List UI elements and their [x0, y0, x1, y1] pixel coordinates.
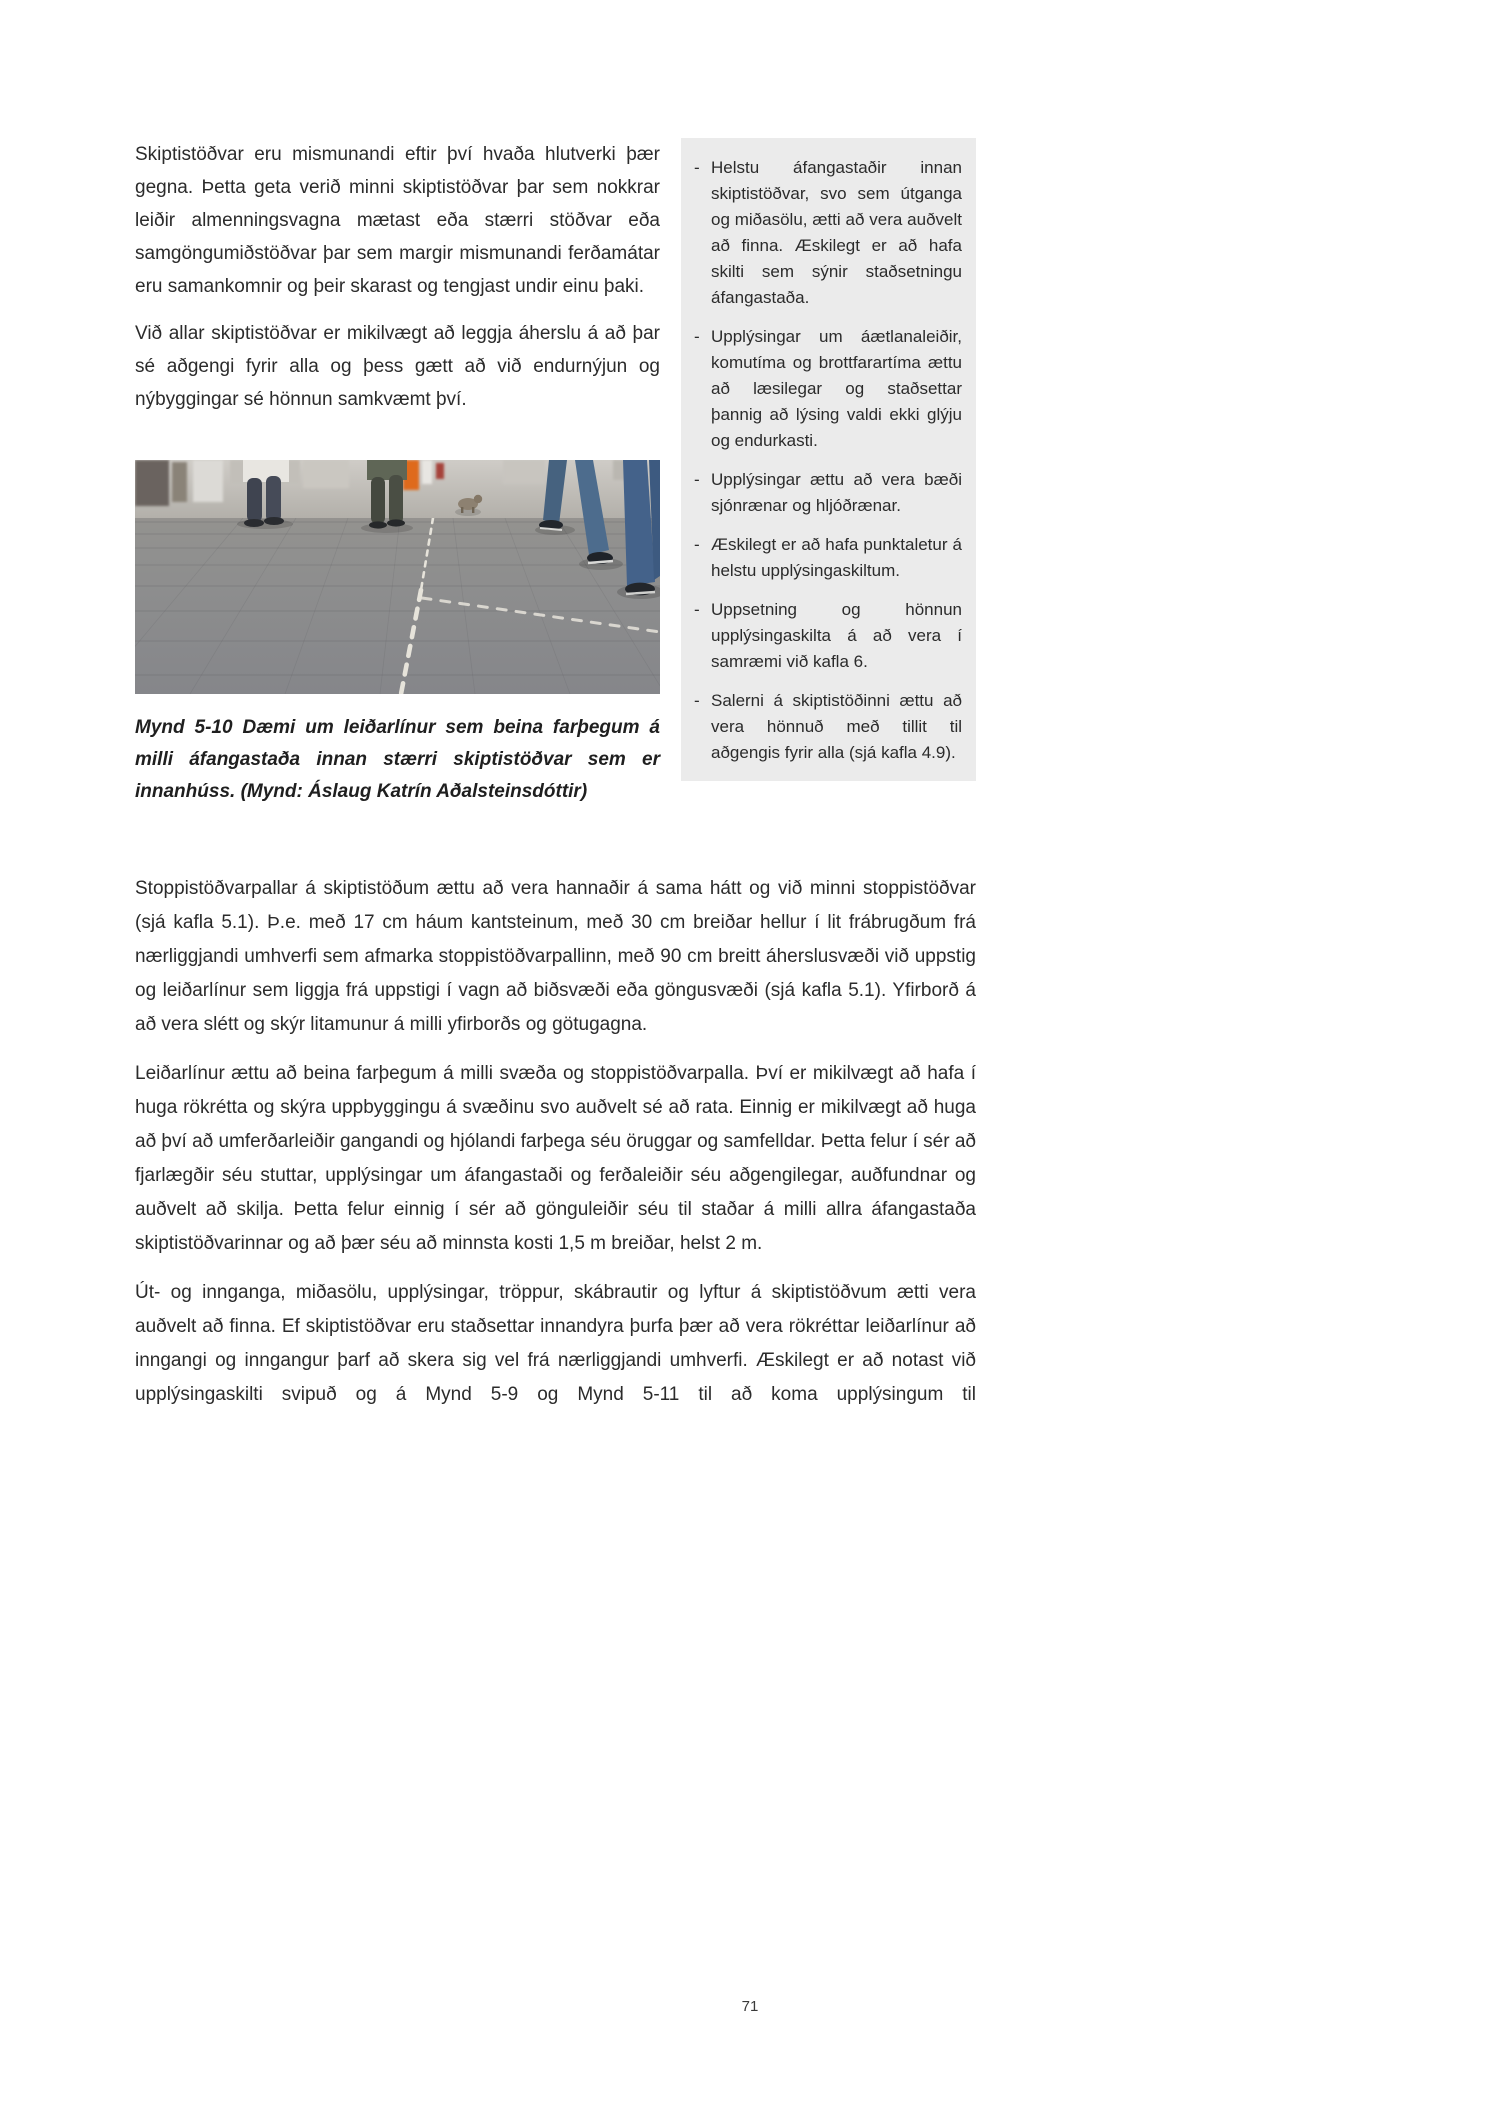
top-section: [135, 138, 976, 808]
bullet-dash: -: [694, 327, 700, 346]
info-bullet-item: [694, 688, 962, 766]
info-bullet-item: [694, 467, 962, 519]
paragraph-guidance-lines: Leiðarlínur ættu að beina farþegum á milli svæða og stoppistöðvarpalla. Því er mikilvægt að hafa í huga rökrétta og skýra uppbyggingu á svæðinu svo auðvelt sé að rata. Einnig er mikilvægt að huga að því að umferðarleiðir gangandi og hjólandi farþega séu öruggar og samfelldar. Þetta felur í sér að fjarlægðir séu stuttar, upplýsingar um áfangastaði og ferðaleiðir séu aðgengilegar, auðfundnar og auðvelt að skilja. Þetta felur einnig í sér að gönguleiðir séu til staðar á milli allra áfangastaða skiptistöðvarinnar og að þær séu að minnsta kosti 1,5 m breiðar, helst 2 m.: [135, 1063, 976, 1254]
info-bullet-item: [694, 155, 962, 311]
bullet-dash: -: [694, 535, 700, 554]
figure-5-10: [135, 460, 660, 808]
paragraph-intro-1: Skiptistöðvar eru mismunandi eftir því hvaða hlutverki þær gegna. Þetta geta verið minni skiptistöðvar þar sem nokkrar leiðir almenningsvagna mætast eða stærri stöðvar eða samgöngumiðstöðvar þar sem margir mismunandi ferðamátar eru samankomnir og þeir skarast og tengjast undir einu þaki.: [135, 144, 660, 297]
info-bullet-item: [694, 532, 962, 584]
station-photo-illustration: [135, 460, 660, 694]
main-column: [135, 138, 660, 808]
paragraph-intro-2: Við allar skiptistöðvar er mikilvægt að leggja áherslu á að þar sé aðgengi fyrir alla og þess gætt að við endurnýjun og nýbyggingar sé hönnun samkvæmt því.: [135, 323, 660, 410]
paragraph-entrances: Út- og innganga, miðasölu, upplýsingar, tröppur, skábrautir og lyftur á skiptistöðvum ætti vera auðvelt að finna. Ef skiptistöðvar eru staðsettar innandyra þurfa þær að vera rökréttar leiðarlínur að inngangi og inngangur þarf að skera sig vel frá nærliggjandi umhverfi. Æskilegt er að notast við upplýsingaskilti svipuð og á Mynd 5-9 og Mynd 5-11 til að koma upplýsingum til: [135, 1282, 976, 1405]
bullet-text: Uppsetning og hönnun upplýsingaskilta á að vera í samræmi við kafla 6.: [711, 600, 962, 671]
bullet-dash: -: [694, 691, 700, 710]
lower-section: [135, 872, 976, 1412]
info-bullet-item: [694, 324, 962, 454]
bullet-text: Salerni á skiptistöðinni ættu að vera hönnuð með tillit til aðgengis fyrir alla (sjá kafla 4.9).: [711, 691, 962, 762]
bullet-dash: -: [694, 158, 700, 177]
bullet-dash: -: [694, 470, 700, 489]
paragraph-platforms: Stoppistöðvarpallar á skiptistöðum ættu að vera hannaðir á sama hátt og við minni stoppistöðvar (sjá kafla 5.1). Þ.e. með 17 cm háum kantsteinum, með 30 cm breiðar hellur í lit frábrugðum frá nærliggjandi umhverfi sem afmarka stoppistöðvarpallinn, með 90 cm breitt áherslusvæði við uppstig og leiðarlínur sem liggja frá uppstigi í vagn að biðsvæði eða göngusvæði (sjá kafla 5.1). Yfirborð á að vera slétt og skýr litamunur á milli yfirborðs og götugagna.: [135, 878, 976, 1035]
bullet-text: Æskilegt er að hafa punktaletur á helstu upplýsingaskiltum.: [711, 535, 962, 580]
bullet-dash: -: [694, 600, 700, 619]
station-photo: [135, 460, 660, 694]
info-bullet-item: [694, 597, 962, 675]
info-box: [681, 138, 976, 781]
page-number: 71: [741, 1998, 759, 2015]
bullet-text: Helstu áfangastaðir innan skiptistöðvar, svo sem útganga og miðasölu, ætti að vera auðvelt að finna. Æskilegt er að hafa skilti sem sýnir staðsetningu áfangastaða.: [711, 158, 962, 307]
bullet-text: Upplýsingar ættu að vera bæði sjónrænar og hljóðrænar.: [711, 470, 962, 515]
figure-caption: Mynd 5-10 Dæmi um leiðarlínur sem beina farþegum á milli áfangastaða innan stærri skiptistöðvar sem er innanhúss. (Mynd: Áslaug Katrín Aðalsteinsdóttir): [135, 717, 660, 802]
bullet-text: Upplýsingar um áætlanaleiðir, komutíma og brottfarartíma ættu að læsilegar og staðsettar þannig að lýsing valdi ekki glýju og endurkasti.: [711, 327, 962, 450]
page-content: [135, 138, 976, 1427]
